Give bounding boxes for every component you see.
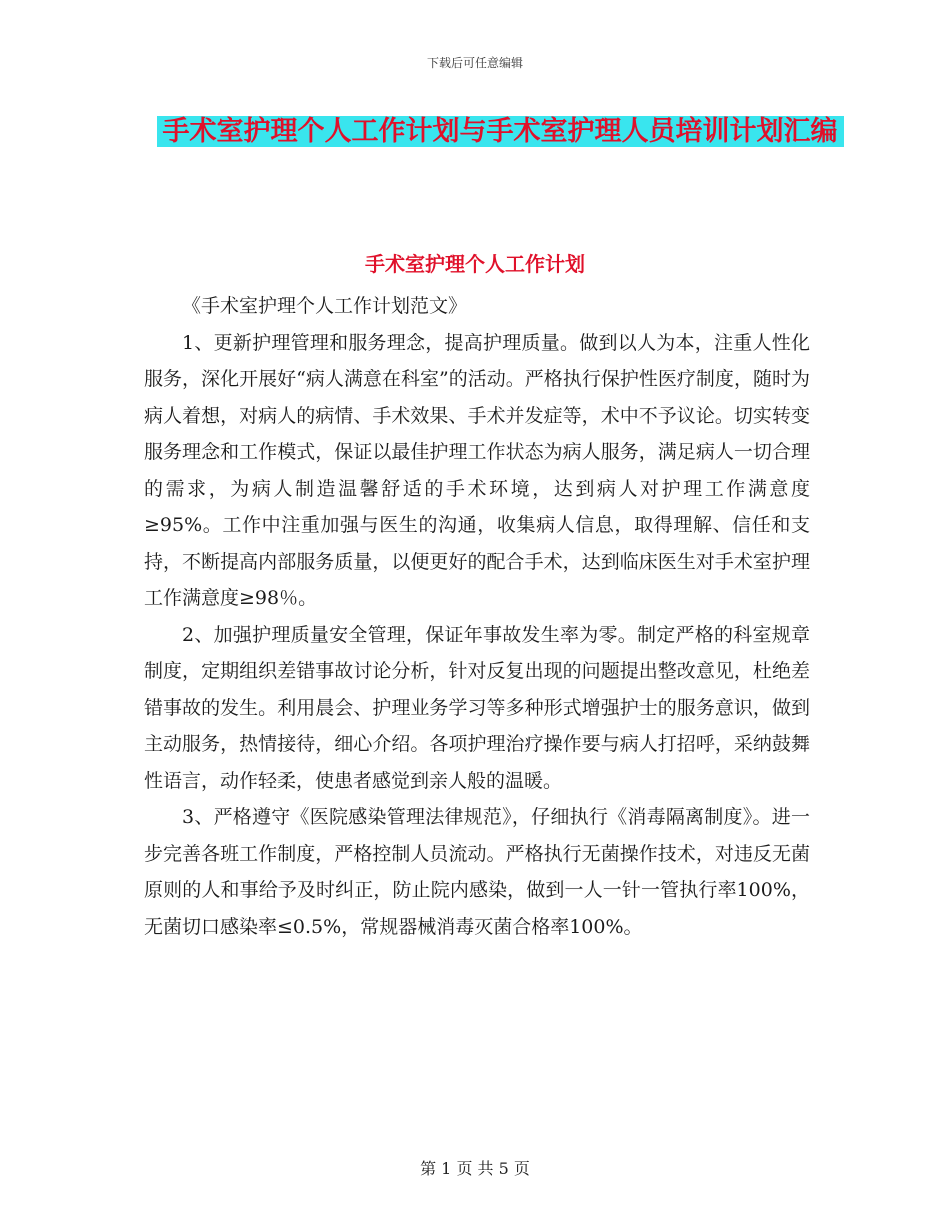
paragraph-2: 2、加强护理质量安全管理，保证年事故发生率为零。制定严格的科室规章制度，定期组织差错事故讨论分析，针对反复出现的问题提出整改意见，杜绝差错事故的发生。利用晨会、护理业务学习等多种形式增强护士的服务意识，做到主动服务，热情接待，细心介绍。各项护理治疗操作要与病人打招呼，采纳鼓舞性语言，动作轻柔，使患者感觉到亲人般的温暖。 — [144, 623, 810, 792]
paragraph-subtitle: 《手术室护理个人工作计划范文》 — [182, 295, 468, 317]
page-number: 第 1 页 共 5 页 — [420, 1159, 530, 1178]
document-body — [144, 288, 810, 945]
page-header-note: 下载后可任意编辑 — [426, 56, 523, 70]
section-title: 手术室护理个人工作计划 — [365, 252, 585, 276]
document-title-text: 手术室护理个人工作计划与手术室护理人员培训计划汇编 — [157, 116, 844, 147]
document-title — [140, 108, 860, 156]
paragraph-1: 1、更新护理管理和服务理念，提高护理质量。做到以人为本，注重人性化服务，深化开展好“病人满意在科室”的活动。严格执行保护性医疗制度，随时为病人着想，对病人的病情、手术效果、手术并发症等，术中不予议论。切实转变服务理念和工作模式，保证以最佳护理工作状态为病人服务，满足病人一切合理的需求，为病人制造温馨舒适的手术环境，达到病人对护理工作满意度≥95%。工作中注重加强与医生的沟通，收集病人信息，取得理解、信任和支持，不断提高内部服务质量，以便更好的配合手术，达到临床医生对手术室护理工作满意度≥98％。 — [144, 331, 810, 609]
paragraph-3: 3、严格遵守《医院感染管理法律规范》，仔细执行《消毒隔离制度》。进一步完善各班工作制度，严格控制人员流动。严格执行无菌操作技术，对违反无菌原则的人和事给予及时纠正，防止院内感染，做到一人一针一管执行率100%，无菌切口感染率≤0.5%，常规器械消毒灭菌合格率100%。 — [144, 806, 810, 938]
